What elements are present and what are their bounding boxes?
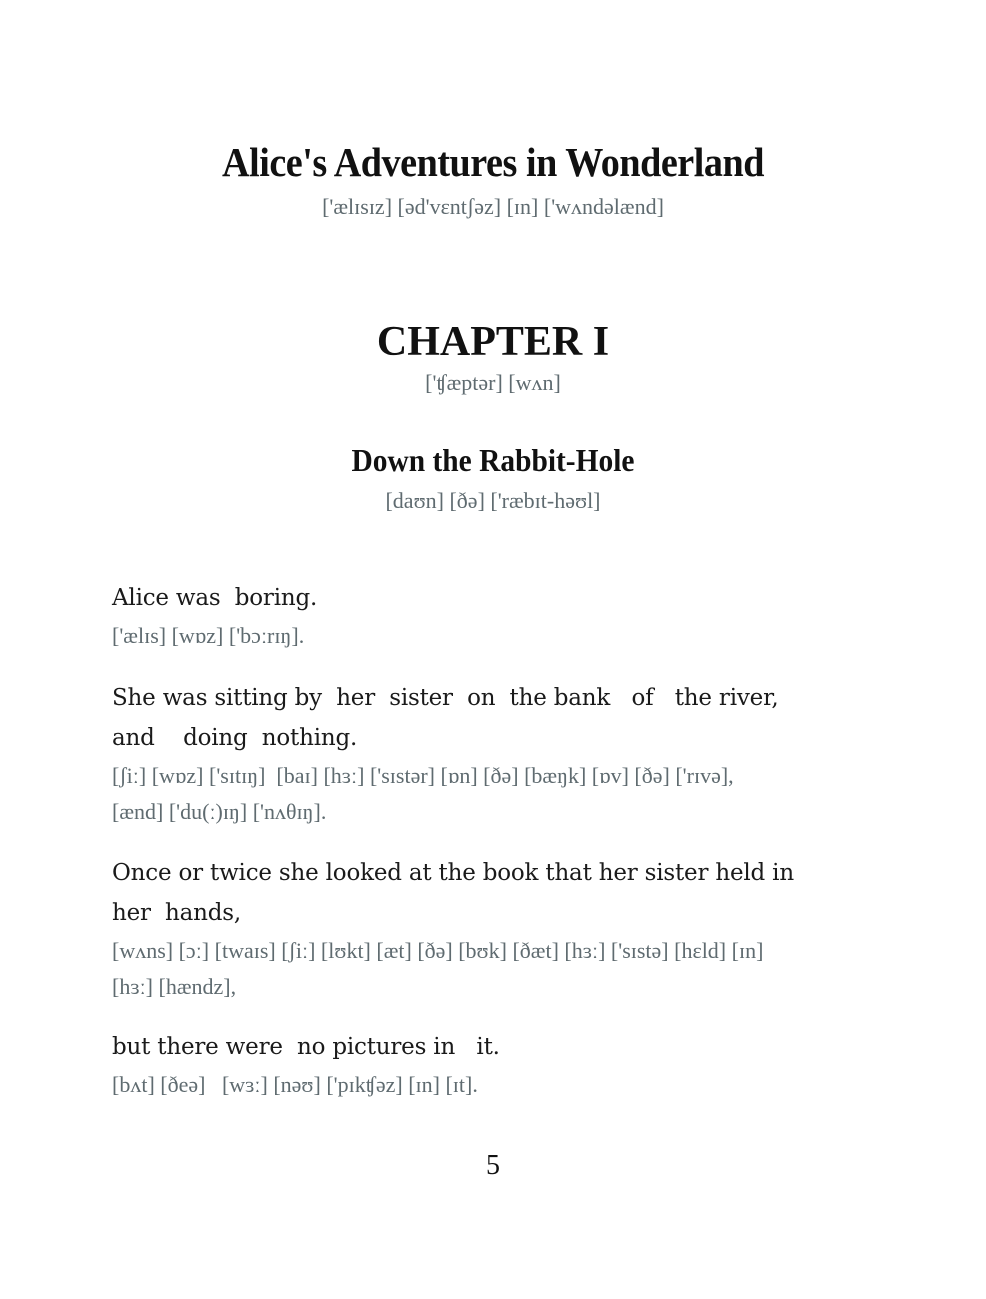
book-title: Alice's Adventures in Wonderland	[221, 139, 764, 185]
paragraph-2	[112, 678, 872, 830]
paragraph-ipa-line: [ʃiː] [wɒz] ['sɪtɪŋ] [baɪ] [hɜː] ['sɪstər] [ɒn] [ðə] [bæŋk] [ɒv] [ðə] ['rɪvə],	[112, 763, 734, 788]
paragraph-text-line: Once or twice she looked at the book that her sister held in	[112, 860, 794, 886]
paragraph-ipa-line: [hɜː] [hændz],	[112, 974, 237, 999]
paragraph-ipa-line: ['ælɪs] [wɒz] ['bɔːrɪŋ].	[112, 623, 305, 648]
book-title-ipa: ['ælɪsɪz] [əd'vɛntʃəz] [ɪn] ['wʌndəlænd]	[322, 194, 664, 219]
chapter-title: CHAPTER I	[376, 319, 610, 365]
section-title: Down the Rabbit-Hole	[351, 442, 635, 478]
paragraph-text-line: She was sitting by her sister on the bank of the river,	[112, 685, 779, 711]
paragraph-ipa-line: [wʌns] [ɔː] [twaɪs] [ʃiː] [lʊkt] [æt] [ðə] [bʊk] [ðæt] [hɜː] ['sɪstə] [hɛld] [ɪn]	[112, 938, 764, 963]
paragraph-text-line: her hands,	[112, 900, 242, 926]
paragraph-text-line: but there were no pictures in it.	[112, 1034, 500, 1060]
paragraph-ipa-line: [ænd] ['du(ː)ɪŋ] ['nʌθɪŋ].	[112, 799, 327, 824]
paragraph-text-line: and doing nothing.	[112, 725, 358, 751]
paragraph-4	[112, 1027, 872, 1103]
paragraph-ipa-line: [bʌt] [ðeə] [wɜː] [nəʊ] ['pɪkʧəz] [ɪn] [ɪt].	[112, 1072, 478, 1097]
paragraph-1	[112, 578, 872, 654]
chapter-title-ipa: ['ʧæptər] [wʌn]	[425, 370, 561, 395]
paragraph-text-line: Alice was boring.	[112, 585, 318, 611]
paragraph-3	[112, 853, 872, 1005]
section-title-ipa: [daʊn] [ðə] ['ræbɪt-həʊl]	[385, 488, 601, 513]
page-number: 5	[486, 1150, 500, 1181]
